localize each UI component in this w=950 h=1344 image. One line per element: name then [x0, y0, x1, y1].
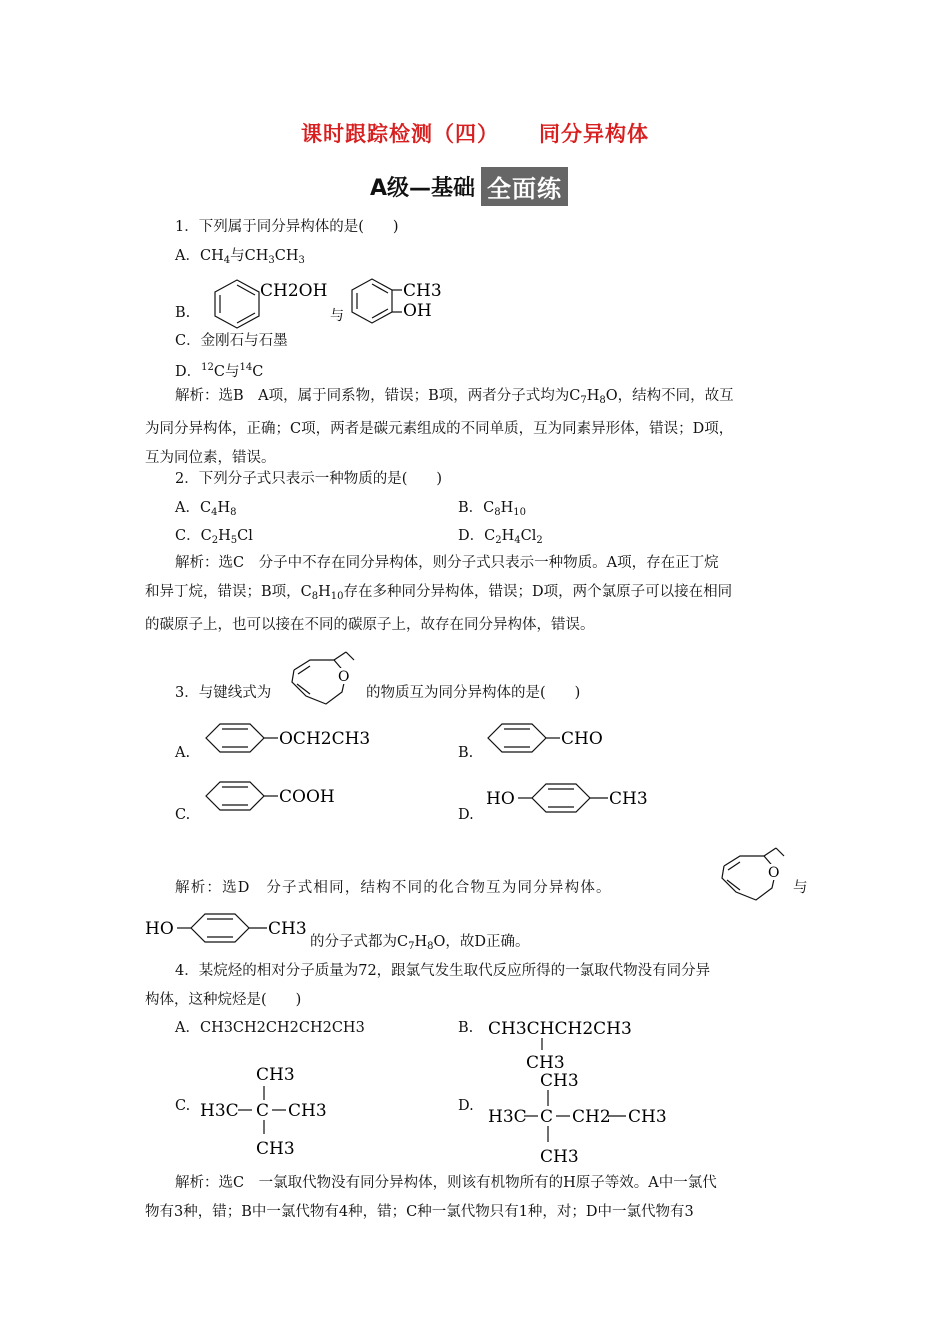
svg-text:C: C [540, 1107, 554, 1127]
q3-option-c-label: C. [175, 807, 191, 823]
q3-option-d-label: D. [458, 807, 474, 823]
q1-option-b-label: B. [175, 305, 191, 321]
q1-b-right-bottom: OH [403, 301, 432, 321]
q2-option-a: A．$C_4H_8$ [175, 500, 237, 518]
q4-b-main: CH3CHCH2CH3 [488, 1019, 632, 1039]
q3-stem-prefix: 3．与键线式为 [175, 685, 272, 701]
level-heading [370, 168, 568, 204]
q4-option-a: A．CH3CH2CH2CH2CH3 [175, 1020, 365, 1036]
svg-text:H3C: H3C [488, 1107, 527, 1127]
svg-text:CH3: CH3 [288, 1101, 327, 1121]
q4-b-branch: CH3 [526, 1053, 565, 1073]
q3-analysis-oxepine [716, 842, 796, 912]
q3-d-left: HO [486, 789, 515, 809]
svg-text:HO: HO [145, 919, 174, 939]
q2-option-b: B．$C_8H_{10}$ [458, 500, 527, 518]
svg-text:CH3: CH3 [628, 1107, 667, 1127]
q1-option-d: D．$^{12}$C与$^{14}$C [175, 362, 264, 380]
svg-text:CH3: CH3 [540, 1147, 579, 1167]
title-right: 同分异构体 [539, 122, 649, 146]
q1-option-a: A．$CH_4$与$CH_3CH_3$ [175, 248, 305, 266]
page-title [0, 118, 950, 148]
q3-oxepine-structure [286, 646, 366, 716]
svg-text:CH3: CH3 [540, 1071, 579, 1091]
q1-b-right-top: CH3 [403, 281, 442, 301]
svg-text:O: O [768, 865, 780, 881]
q3-a-group: OCH2CH3 [279, 729, 371, 749]
svg-text:C: C [256, 1101, 270, 1121]
q2-stem: 2．下列分子式只表示一种物质的是( ) [175, 471, 443, 487]
q3-option-b-label: B. [458, 745, 474, 761]
q2-option-d: D．$C_2H_4Cl_2$ [458, 528, 543, 546]
q3-option-a-label: A. [175, 745, 191, 761]
q3-analysis-2: 的分子式都为$C_7H_8O$，故D正确。 [310, 934, 530, 952]
q3-analysis-cresol [145, 902, 315, 958]
q3-stem-suffix: 的物质互为同分异构体的是( ) [366, 685, 581, 701]
svg-text:H3C: H3C [200, 1101, 239, 1121]
q4-option-b-label: B. [458, 1020, 474, 1036]
q1-stem: 1．下列属于同分异构体的是( ) [175, 219, 399, 235]
q1-b-left-group: CH2OH [260, 281, 328, 301]
q3-b-group: CHO [561, 729, 603, 749]
q4-option-b-structure [486, 1010, 646, 1073]
q2-option-c: C．$C_2H_5Cl$ [175, 528, 253, 546]
q3-d-right: CH3 [609, 789, 648, 809]
q4-option-c-structure [200, 1058, 340, 1162]
title-left: 课时跟踪检测（四） [301, 122, 499, 146]
q3-option-a-structure [200, 712, 380, 768]
q1-analysis: 解析：选B A项，属于同系物，错误；B项，两者分子式均为$C_7H_8O$，结构不同，故互 为同分异构体，正确；C项，两者是碳元素组成的不同单质，互为同素异形体，错误；D项， 互为同位素，错误。 [145, 388, 734, 466]
svg-text:CH3: CH3 [256, 1139, 295, 1159]
svg-text:CH3: CH3 [256, 1065, 295, 1085]
q1-b-and: 与 [330, 308, 344, 324]
q4-option-d-structure [486, 1062, 686, 1166]
svg-text:CH3: CH3 [268, 919, 307, 939]
level-box: 全面练 [481, 167, 568, 206]
q3-analysis-and: 与 [793, 880, 808, 896]
q3-c-group: COOH [279, 787, 335, 807]
svg-text:CH2: CH2 [572, 1107, 611, 1127]
q4-option-d-label: D. [458, 1098, 474, 1114]
q3-option-c-structure [200, 770, 360, 826]
q1-option-c: C．金刚石与石墨 [175, 333, 288, 349]
level-prefix: A级—基础 [370, 175, 476, 201]
q1-option-b-structures [200, 272, 470, 332]
q3-option-b-structure [482, 712, 622, 768]
q3-ring-o: O [338, 669, 350, 685]
q4-option-c-label: C. [175, 1098, 191, 1114]
q4-analysis: 解析：选C 一氯取代物没有同分异构体，则该有机物所有的H原子等效。A中一氯代 物有3种，错；B中一氯代物有4种，错；C种一氯代物只有1种，对；D中一氯代物有3 [145, 1175, 717, 1220]
q4-stem: 4．某烷烃的相对分子质量为72，跟氯气发生取代反应所得的一氯取代物没有同分异 构体，这种烷烃是( ) [145, 963, 711, 1008]
q3-option-d-structure [486, 772, 656, 828]
q2-analysis: 解析：选C 分子中不存在同分异构体，则分子式只表示一种物质。A项，存在正丁烷 和异丁烷，错误；B项，$C_8H_{10}$存在多种同分异构体，错误；D项，两个氯原子可以接在相同 的碳原子上，也可以接在不同的碳原子上，故存在同分异构体，错误。 [145, 555, 733, 633]
q3-analysis-1: 解析：选D 分子式相同，结构不同的化合物互为同分异构体。 [175, 880, 612, 896]
